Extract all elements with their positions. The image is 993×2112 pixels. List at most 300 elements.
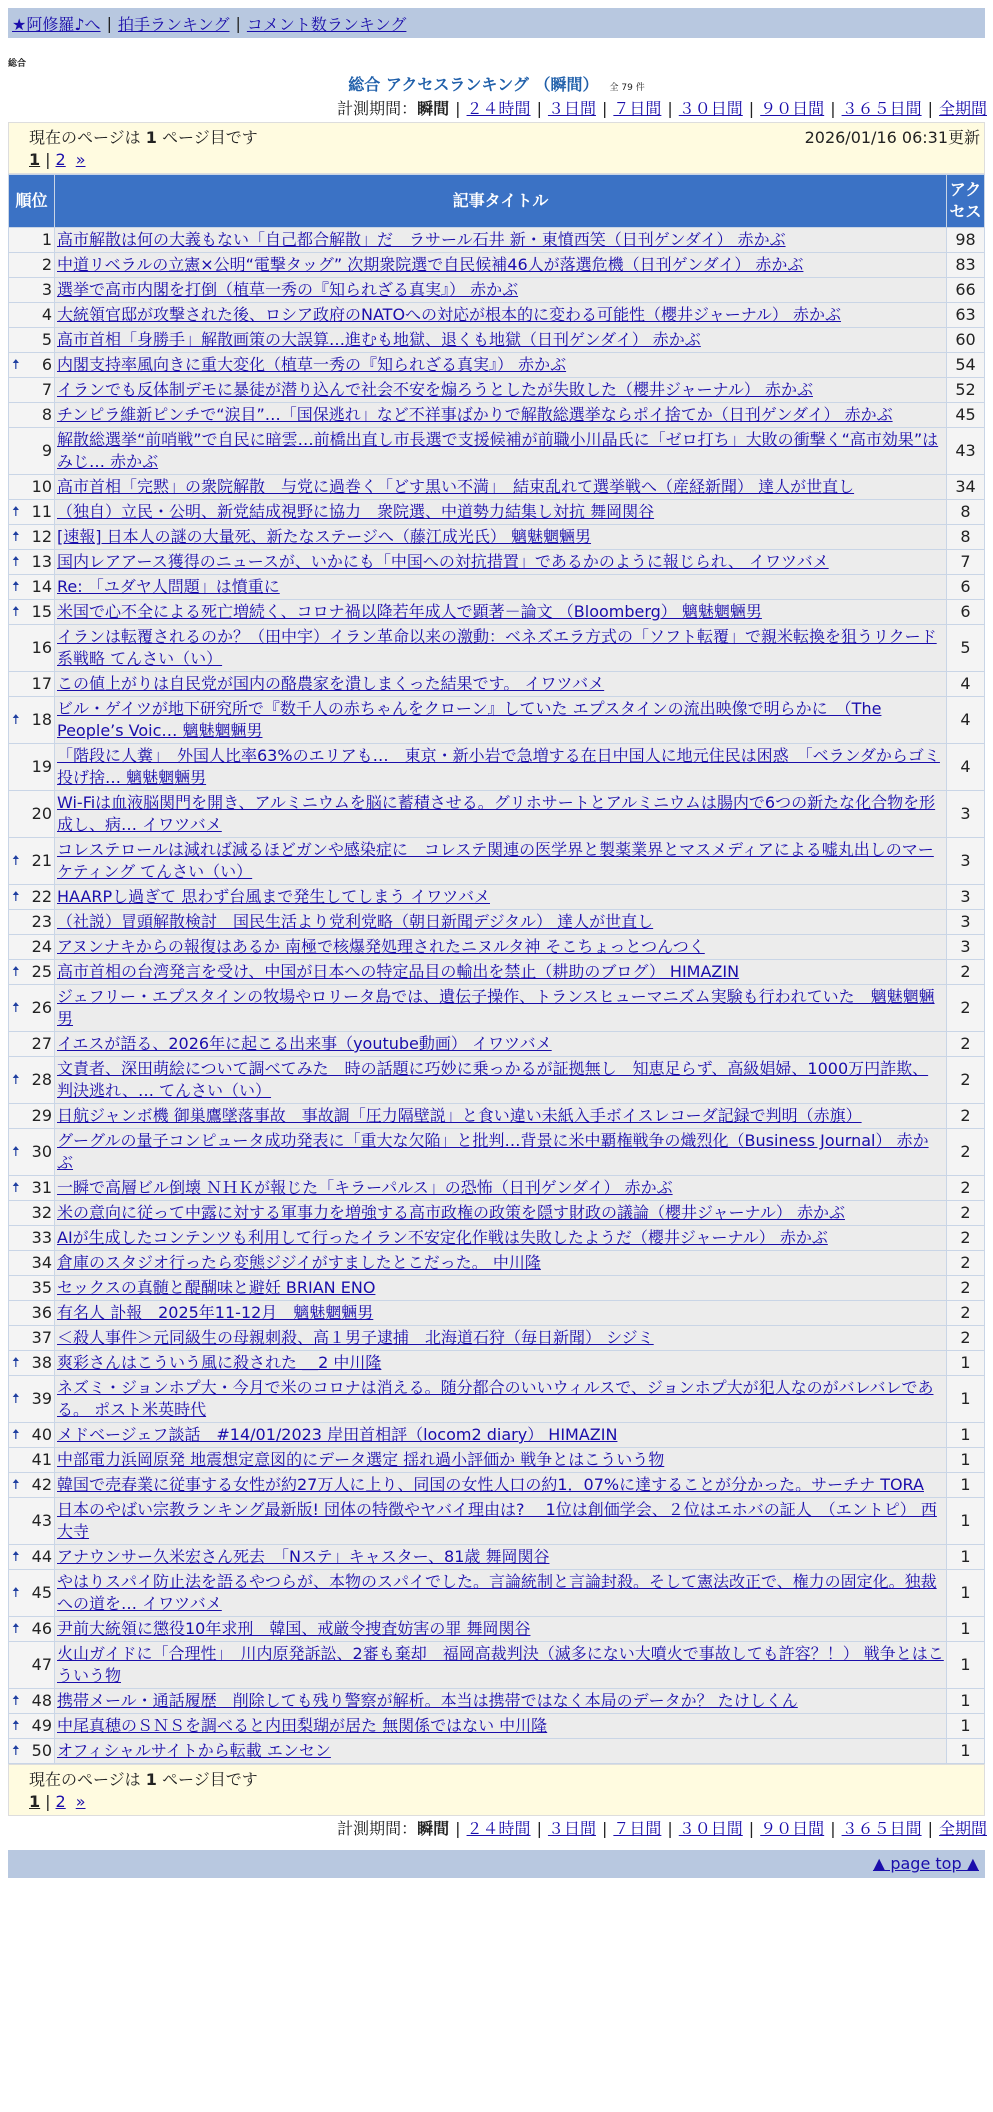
rank-number: 47 (31, 1655, 52, 1674)
access-count: 1 (947, 1570, 985, 1617)
rank-number: 26 (31, 998, 52, 1017)
rank-up-arrow-icon: 🠅 (12, 504, 20, 520)
table-row (9, 1498, 985, 1545)
rank-cell (9, 744, 55, 791)
title-cell (55, 697, 947, 744)
page-top-link[interactable]: ▲ page top ▲ (872, 1854, 979, 1873)
page-2-link[interactable]: 2 (55, 150, 66, 169)
title-cell (55, 1104, 947, 1129)
rank-cell (9, 1739, 55, 1764)
title-cell (55, 550, 947, 575)
rank-cell (9, 328, 55, 353)
rank-up-arrow-icon: 🠅 (12, 554, 20, 570)
rank-up-arrow-icon: 🠅 (12, 1718, 20, 1734)
rank-number: 25 (31, 962, 52, 981)
title-cell (55, 428, 947, 475)
ranking-table (8, 174, 985, 1764)
title-cell (55, 910, 947, 935)
access-count: 2 (947, 1129, 985, 1176)
table-row (9, 1351, 985, 1376)
article-link[interactable]: [速報] 日本人の謎の大量死、新たなステージへ（藤江成光氏） 魑魅魍魎男 (57, 527, 592, 546)
rank-cell (9, 1326, 55, 1351)
ranking-container (8, 122, 985, 1816)
rank-up-arrow-icon: 🠅 (12, 1000, 20, 1016)
period-separator: | (748, 1819, 755, 1838)
rank-up-arrow-icon: 🠅 (12, 712, 20, 728)
access-count: 1 (947, 1423, 985, 1448)
table-row (9, 1376, 985, 1423)
article-link[interactable]: イランでも反体制デモに暴徒が潜り込んで社会不安を煽ろうとしたが失敗した（櫻井ジャーナル） 赤かぶ (57, 380, 813, 399)
rank-cell (9, 1276, 55, 1301)
article-link[interactable]: コレステロールは減れば減るほどガンや感染症に コレステ関連の医学界と製薬業界とマスメディアによる嘘丸出しのマーケティング てんさい（い） (57, 840, 934, 881)
title-cell (55, 1057, 947, 1104)
article-link[interactable]: 中尾真穂のＳＮＳを調べると内田梨瑚が居た 無関係ではない 中川隆 (57, 1716, 548, 1735)
rank-up-arrow-icon: 🠅 (12, 1621, 20, 1637)
rank-number: 21 (31, 851, 52, 870)
article-link[interactable]: 火山ガイドに「合理性」 川内原発訴訟、2審も棄却 福岡高裁判決（滅多にない大噴火で事故しても許容？！） 戦争とはこういう物 (57, 1644, 944, 1685)
period-separator: | (455, 99, 461, 118)
article-link[interactable]: ビル・ゲイツが地下研究所で『数千人の赤ちゃんをクローン』していた エプスタインの流出映像で明らかに （The People’s Voic… 魑魅魍魎男 (57, 699, 882, 740)
article-link[interactable]: グーグルの量子コンピュータ成功発表に「重大な欠陥」と批判…背景に米中覇権戦争の熾烈化（Business Journal） 赤かぶ (57, 1131, 929, 1172)
article-link[interactable]: 日本のやばい宗教ランキング最新版! 団体の特徴やヤバイ理由は? 1位は創価学会、２位はエホバの証人 （エントピ） 西大寺 (57, 1500, 937, 1541)
item-count: 全 79 件 (609, 83, 645, 93)
page-heading (0, 72, 993, 96)
access-count: 1 (947, 1448, 985, 1473)
period-separator: | (830, 99, 836, 118)
article-link[interactable]: 米国で心不全による死亡増続く、コロナ禍以降若年成人で顕著－論文 （Bloomberg） 魑魅魍魎男 (57, 602, 762, 621)
table-row (9, 500, 985, 525)
article-link[interactable]: AIが生成したコンテンツも利用して行ったイラン不安定化作戦は失敗したようだ（櫻井ジャーナル） 赤かぶ (57, 1228, 828, 1247)
access-count: 43 (947, 428, 985, 475)
access-count: 2 (947, 1326, 985, 1351)
access-count: 63 (947, 303, 985, 328)
title-cell (55, 985, 947, 1032)
period-link[interactable]: ３６５日間 (841, 1819, 922, 1838)
rank-number: 44 (31, 1547, 52, 1566)
title-cell (55, 1423, 947, 1448)
rank-number: 29 (31, 1106, 52, 1125)
access-count: 2 (947, 985, 985, 1032)
article-link[interactable]: 「階段に人糞」 外国人比率63%のエリアも… 東京・新小岩で急増する在日中国人に地元住民は困惑 「ベランダからゴミ投げ捨… 魑魅魍魎男 (57, 746, 940, 787)
title-cell (55, 600, 947, 625)
rank-number: 20 (31, 804, 52, 823)
period-current: 瞬間 (417, 1819, 450, 1838)
article-link[interactable]: （独自）立民・公明、新党結成視野に協力 衆院選、中道勢力結集し対抗 舞岡関谷 (57, 502, 655, 521)
article-link[interactable]: 大統領官邸が攻撃された後、ロシア政府のNATOへの対応が根本的に変わる可能性（櫻井ジャーナル） 赤かぶ (57, 305, 842, 324)
rank-cell (9, 1351, 55, 1376)
rank-cell (9, 1376, 55, 1423)
article-link[interactable]: 韓国で売春業に従事する女性が約27万人に上り、同国の女性人口の約1．07%に達することが分かった。サーチナ TORA (57, 1475, 924, 1494)
access-count: 34 (947, 475, 985, 500)
rank-number: 33 (31, 1228, 52, 1247)
rank-number: 34 (31, 1253, 52, 1272)
rank-number: 27 (31, 1034, 52, 1053)
rank-up-arrow-icon: 🠅 (12, 357, 20, 373)
table-row (9, 1201, 985, 1226)
article-link[interactable]: イランは転覆されるのか？（田中宇）イラン革命以来の激動：ベネズエラ方式の「ソフト転覆」で親米転換を狙うリクード系戦略 てんさい（い） (57, 627, 937, 668)
rank-cell (9, 1251, 55, 1276)
rank-number: 1 (41, 230, 52, 249)
updated-timestamp: 2026/01/16 06:31更新 (804, 128, 980, 147)
article-link[interactable]: 国内レアアース獲得のニュースが、いかにも「中国への対抗措置」であるかのように報じられ、 イワツバメ (57, 552, 829, 571)
article-link[interactable]: 中道リベラルの立憲×公明“電撃タッグ” 次期衆院選で自民候補46人が落選危機（日刊ゲンダイ） 赤かぶ (57, 255, 804, 274)
rank-number: 9 (41, 441, 52, 460)
title-cell (55, 228, 947, 253)
access-count: 3 (947, 791, 985, 838)
article-link[interactable]: やはりスパイ防止法を語るやつらが、本物のスパイでした。言論統制と言論封殺。そして憲法改正で、権力の固定化。独裁への道を… イワツバメ (57, 1572, 937, 1613)
access-count: 1 (947, 1498, 985, 1545)
rank-up-arrow-icon: 🠅 (12, 889, 20, 905)
title-cell (55, 1376, 947, 1423)
period-link[interactable]: ２４時間 (466, 99, 531, 118)
title-cell (55, 403, 947, 428)
rank-cell (9, 1689, 55, 1714)
period-link[interactable]: ７日間 (613, 99, 662, 118)
rank-number: 31 (31, 1178, 52, 1197)
top-navigation (8, 8, 985, 38)
article-link[interactable]: 日航ジャンボ機 御巣鷹墜落事故 事故調「圧力隔壁説」と食い違い未紙入手ボイスレコーダ記録で判明（赤旗） (57, 1106, 862, 1125)
article-link[interactable]: 倉庫のスタジオ行ったら変態ジジイがすましたとこだった。 中川隆 (57, 1253, 541, 1272)
access-count: 1 (947, 1545, 985, 1570)
rank-number: 42 (31, 1475, 52, 1494)
rank-number: 18 (31, 710, 52, 729)
period-selector (0, 1816, 987, 1842)
footer-bar (8, 1850, 985, 1878)
article-link[interactable]: ジェフリー・エプスタインの牧場やロリータ島では、遺伝子操作、トランスヒューマニズム実験も行われていた 魑魅魍魎男 (57, 987, 935, 1028)
table-row (9, 278, 985, 303)
rank-number: 30 (31, 1142, 52, 1161)
access-count: 2 (947, 1226, 985, 1251)
period-link[interactable]: ３６５日間 (841, 99, 922, 118)
rank-cell (9, 1129, 55, 1176)
rank-number: 13 (31, 552, 52, 571)
table-row (9, 1326, 985, 1351)
article-link[interactable]: 中部電力浜岡原発 地震想定意図的にデータ選定 揺れ過小評価か 戦争とはこういう物 (57, 1450, 665, 1469)
period-label: 計測期間： (337, 1819, 418, 1838)
title-cell (55, 838, 947, 885)
rank-cell (9, 1498, 55, 1545)
table-row (9, 885, 985, 910)
access-count: 8 (947, 500, 985, 525)
clap-ranking-link[interactable]: 拍手ランキング (117, 14, 230, 34)
article-link[interactable]: 尹前大統領に懲役10年求刑 韓国、戒厳令捜査妨害の罪 舞岡関谷 (57, 1619, 531, 1638)
rank-cell (9, 1104, 55, 1129)
table-row (9, 1714, 985, 1739)
rank-cell (9, 378, 55, 403)
rank-cell (9, 885, 55, 910)
rank-cell (9, 428, 55, 475)
access-count: 3 (947, 885, 985, 910)
period-link[interactable]: ７日間 (613, 1819, 662, 1838)
title-cell (55, 253, 947, 278)
period-separator: | (667, 1819, 673, 1838)
article-link[interactable]: 爽彩さんはこういう風に殺された ＿2 中川隆 (57, 1353, 382, 1372)
rank-number: 28 (31, 1070, 52, 1089)
pager (8, 1764, 985, 1816)
table-row (9, 1473, 985, 1498)
table-row (9, 1617, 985, 1642)
page-separator: | (45, 1792, 51, 1811)
period-link[interactable]: 全期間 (938, 99, 987, 118)
page-number: 1 (145, 1770, 157, 1789)
title-cell (55, 1226, 947, 1251)
table-row (9, 353, 985, 378)
period-label: 計測期間： (337, 99, 418, 118)
rank-cell (9, 1448, 55, 1473)
rank-cell (9, 600, 55, 625)
rank-number: 8 (41, 405, 52, 424)
access-count: 1 (947, 1642, 985, 1689)
article-link[interactable]: ネズミ・ジョンホプ大・今月で米のコロナは消える。随分都合のいいウィルスで、ジョンホプ大が犯人なのがバレバレである。 ポスト米英時代 (57, 1378, 934, 1419)
period-link[interactable]: ２４時間 (466, 1819, 531, 1838)
rank-cell (9, 838, 55, 885)
table-row (9, 1226, 985, 1251)
table-row (9, 697, 985, 744)
article-link[interactable]: 高市首相「身勝手」解散画策の大誤算…進むも地獄、退くも地獄（日刊ゲンダイ） 赤かぶ (57, 330, 701, 349)
page-2-link[interactable]: 2 (55, 1792, 66, 1811)
rank-cell (9, 960, 55, 985)
period-separator: | (830, 1819, 836, 1838)
title-cell (55, 672, 947, 697)
table-row (9, 328, 985, 353)
access-count: 3 (947, 910, 985, 935)
period-separator: | (601, 99, 608, 118)
rank-number: 2 (41, 255, 52, 274)
article-link[interactable]: （社説）冒頭解散検討 国民生活より党利党略（朝日新聞デジタル） 達人が世直し (57, 912, 654, 931)
article-link[interactable]: チンピラ維新ピンチで“涙目”…「国保逃れ」など不祥事ばかりで解散総選挙ならポイ捨てか（日刊ゲンダイ） 赤かぶ (57, 405, 893, 424)
rank-number: 12 (31, 527, 52, 546)
page-status (29, 127, 258, 149)
page-title: 総合 アクセスランキング （瞬間） (348, 75, 599, 94)
rank-up-arrow-icon: 🠅 (12, 1391, 20, 1407)
period-separator: | (748, 99, 755, 118)
rank-number: 24 (31, 937, 52, 956)
rank-cell (9, 791, 55, 838)
article-link[interactable]: 高市首相「完黙」の衆院解散 与党に過巻く「どす黒い不満」 結束乱れて選挙戦へ（産経新聞） 達人が世直し (57, 477, 855, 496)
period-link[interactable]: ３０日間 (678, 99, 743, 118)
rank-up-arrow-icon: 🠅 (12, 529, 20, 545)
article-link[interactable]: 内閣支持率風向きに重大変化（植草一秀の『知られざる真実』） 赤かぶ (57, 355, 567, 374)
article-link[interactable]: 高市首相の台湾発言を受け、中国が日本への特定品目の輸出を禁止（耕助のブログ） HIMAZIN (57, 962, 740, 981)
article-link[interactable]: 有名人 訃報 2025年11-12月 魑魅魍魎男 (57, 1303, 374, 1322)
comment-ranking-link[interactable]: コメント数ランキング (246, 14, 407, 34)
access-header: アクセス (947, 175, 985, 228)
access-count: 2 (947, 1057, 985, 1104)
current-page: 1 (29, 150, 41, 169)
table-row (9, 744, 985, 791)
access-count: 60 (947, 328, 985, 353)
rank-up-arrow-icon: 🠅 (12, 604, 20, 620)
table-row (9, 1057, 985, 1104)
rank-cell (9, 253, 55, 278)
rank-cell (9, 1714, 55, 1739)
rank-up-arrow-icon: 🠅 (12, 1549, 20, 1565)
rank-cell (9, 1617, 55, 1642)
rank-cell (9, 1032, 55, 1057)
rank-number: 4 (41, 305, 52, 324)
page-status-pre: 現在のページは (29, 1770, 141, 1789)
page-status-pre: 現在のページは (29, 128, 141, 147)
rank-number: 36 (31, 1303, 52, 1322)
title-cell (55, 1176, 947, 1201)
rank-number: 46 (31, 1619, 52, 1638)
table-row (9, 791, 985, 838)
table-row (9, 985, 985, 1032)
article-link[interactable]: Wi-Fiは血液脳関門を開き、アルミニウムを脳に蓄積させる。グリホサートとアルミニウムは腸内で6つの新たな化合物を形成し、病… イワツバメ (57, 793, 936, 834)
title-cell (55, 575, 947, 600)
rank-cell (9, 1642, 55, 1689)
table-row (9, 253, 985, 278)
title-cell (55, 935, 947, 960)
table-row (9, 378, 985, 403)
article-link[interactable]: 一瞬で高層ビル倒壊 ＮＨＫが報じた「キラーパルス」の恐怖（日刊ゲンダイ） 赤かぶ (57, 1178, 673, 1197)
article-link[interactable]: Re: 「ユダヤ人問題」は憤重に (57, 577, 280, 596)
article-link[interactable]: 携帯メール・通話履歴 削除しても残り警察が解析。本当は携帯ではなく本局のデータか？ たけしくん (57, 1691, 798, 1710)
rank-cell (9, 625, 55, 672)
rank-cell (9, 403, 55, 428)
article-link[interactable]: オフィシャルサイトから転載 エンセン (57, 1741, 331, 1760)
access-count: 66 (947, 278, 985, 303)
title-cell (55, 1032, 947, 1057)
rank-up-arrow-icon: 🠅 (12, 1072, 20, 1088)
rank-up-arrow-icon: 🠅 (12, 1144, 20, 1160)
period-link[interactable]: ３日間 (547, 1819, 596, 1838)
article-link[interactable]: 文責者、深田萌絵について調べてみた 時の話題に巧妙に乗っかるが証拠無し 知恵足らず、高級娼婦、1000万円詐欺、判決逃れ、… てんさい（い） (57, 1059, 929, 1100)
rank-number: 19 (31, 757, 52, 776)
period-separator: | (536, 1819, 542, 1838)
article-link[interactable]: アナウンサー久米宏さん死去 「Nステ」キャスター、81歳 舞岡関谷 (57, 1547, 550, 1566)
table-row (9, 428, 985, 475)
rank-number: 49 (31, 1716, 52, 1735)
rank-cell (9, 985, 55, 1032)
title-cell (55, 1448, 947, 1473)
rank-up-arrow-icon: 🠅 (12, 1427, 20, 1443)
page-separator: | (45, 150, 51, 169)
home-link[interactable]: ★阿修羅♪へ (12, 14, 101, 34)
rank-number: 10 (31, 477, 52, 496)
title-cell (55, 1739, 947, 1764)
title-cell (55, 303, 947, 328)
article-link[interactable]: ＜殺人事件＞元同級生の母親刺殺、高１男子逮捕 北海道石狩（毎日新聞） シジミ (57, 1328, 654, 1347)
rank-number: 5 (41, 330, 52, 349)
rank-up-arrow-icon: 🠅 (12, 1180, 20, 1196)
rank-number: 43 (31, 1511, 52, 1530)
title-cell (55, 1276, 947, 1301)
table-row (9, 1301, 985, 1326)
page-status-row (29, 127, 980, 149)
title-cell (55, 1251, 947, 1276)
table-header-row (9, 175, 985, 228)
access-count: 1 (947, 1689, 985, 1714)
period-link[interactable]: ３０日間 (678, 1819, 743, 1838)
rank-cell (9, 672, 55, 697)
table-row (9, 475, 985, 500)
access-count: 4 (947, 672, 985, 697)
rank-cell (9, 910, 55, 935)
table-row (9, 1104, 985, 1129)
title-cell (55, 1301, 947, 1326)
table-row (9, 1689, 985, 1714)
rank-up-arrow-icon: 🠅 (12, 1693, 20, 1709)
table-row (9, 1545, 985, 1570)
rank-number: 38 (31, 1353, 52, 1372)
rank-cell (9, 550, 55, 575)
title-cell (55, 885, 947, 910)
period-link[interactable]: ９０日間 (760, 1819, 825, 1838)
next-page-link[interactable]: » (75, 1792, 86, 1811)
table-row (9, 1276, 985, 1301)
rank-cell (9, 575, 55, 600)
next-page-link[interactable]: » (75, 150, 86, 169)
rank-cell (9, 475, 55, 500)
current-page: 1 (29, 1792, 41, 1811)
access-count: 1 (947, 1739, 985, 1764)
period-separator: | (601, 1819, 608, 1838)
article-link[interactable]: この値上がりは自民党が国内の酪農家を潰しまくった結果です。 イワツバメ (57, 674, 605, 693)
table-row (9, 575, 985, 600)
table-row (9, 960, 985, 985)
period-link[interactable]: 全期間 (938, 1819, 987, 1838)
period-current: 瞬間 (417, 99, 450, 118)
rank-number: 48 (31, 1691, 52, 1710)
rank-number: 37 (31, 1328, 52, 1347)
rank-number: 50 (31, 1741, 52, 1760)
article-link[interactable]: セックスの真髄と醍醐味と避妊 BRIAN ENO (57, 1278, 376, 1297)
article-link[interactable]: イエスが語る、2026年に起こる出来事（youtube動画） イワツバメ (57, 1034, 552, 1053)
article-link[interactable]: メドベージェフ談話 #14/01/2023 岸田首相評（locom2 diary） HIMAZIN (57, 1425, 618, 1444)
access-count: 45 (947, 403, 985, 428)
access-count: 1 (947, 1376, 985, 1423)
article-link[interactable]: 高市解散は何の大義もない「自己都合解散」だ ラサール石井 新・東憤西笑（日刊ゲンダイ） 赤かぶ (57, 230, 786, 249)
title-cell (55, 1129, 947, 1176)
rank-number: 41 (31, 1450, 52, 1469)
table-row (9, 303, 985, 328)
table-row (9, 1176, 985, 1201)
pager (8, 122, 985, 174)
rank-cell (9, 935, 55, 960)
rank-up-arrow-icon: 🠅 (12, 579, 20, 595)
title-cell (55, 1201, 947, 1226)
access-count: 7 (947, 550, 985, 575)
title-cell (55, 1326, 947, 1351)
article-link[interactable]: HAARPし過ぎて 思わず台風まで発生してしまう イワツバメ (57, 887, 490, 906)
access-count: 2 (947, 1032, 985, 1057)
access-count: 2 (947, 1176, 985, 1201)
period-separator: | (667, 99, 673, 118)
rank-cell (9, 1301, 55, 1326)
period-link[interactable]: ９０日間 (760, 99, 825, 118)
access-count: 4 (947, 697, 985, 744)
article-link[interactable]: 解散総選挙“前哨戦”で自民に暗雲…前橋出直し市長選で支援候補が前職小川晶氏に「ゼロ打ち」大敗の衝撃く“高市効果”はみじ… 赤かぶ (57, 430, 939, 471)
title-cell (55, 1642, 947, 1689)
title-cell (55, 744, 947, 791)
table-row (9, 403, 985, 428)
rank-number: 32 (31, 1203, 52, 1222)
period-link[interactable]: ３日間 (547, 99, 596, 118)
article-link[interactable]: 選挙で高市内閣を打倒（植草一秀の『知られざる真実』） 赤かぶ (57, 280, 519, 299)
table-row (9, 525, 985, 550)
title-cell (55, 475, 947, 500)
rank-cell (9, 500, 55, 525)
access-count: 98 (947, 228, 985, 253)
table-row (9, 1032, 985, 1057)
rank-number: 39 (31, 1389, 52, 1408)
access-count: 6 (947, 600, 985, 625)
rank-number: 16 (31, 638, 52, 657)
rank-up-arrow-icon: 🠅 (12, 853, 20, 869)
article-link[interactable]: アヌンナキからの報復はあるか 南極で核爆発処理されたニヌルタ神 そこちょっとつんつく (57, 937, 705, 956)
article-link[interactable]: 米の意向に従って中露に対する軍事力を増強する高市政権の政策を隠す財政の議論（櫻井ジャーナル） 赤かぶ (57, 1203, 845, 1222)
